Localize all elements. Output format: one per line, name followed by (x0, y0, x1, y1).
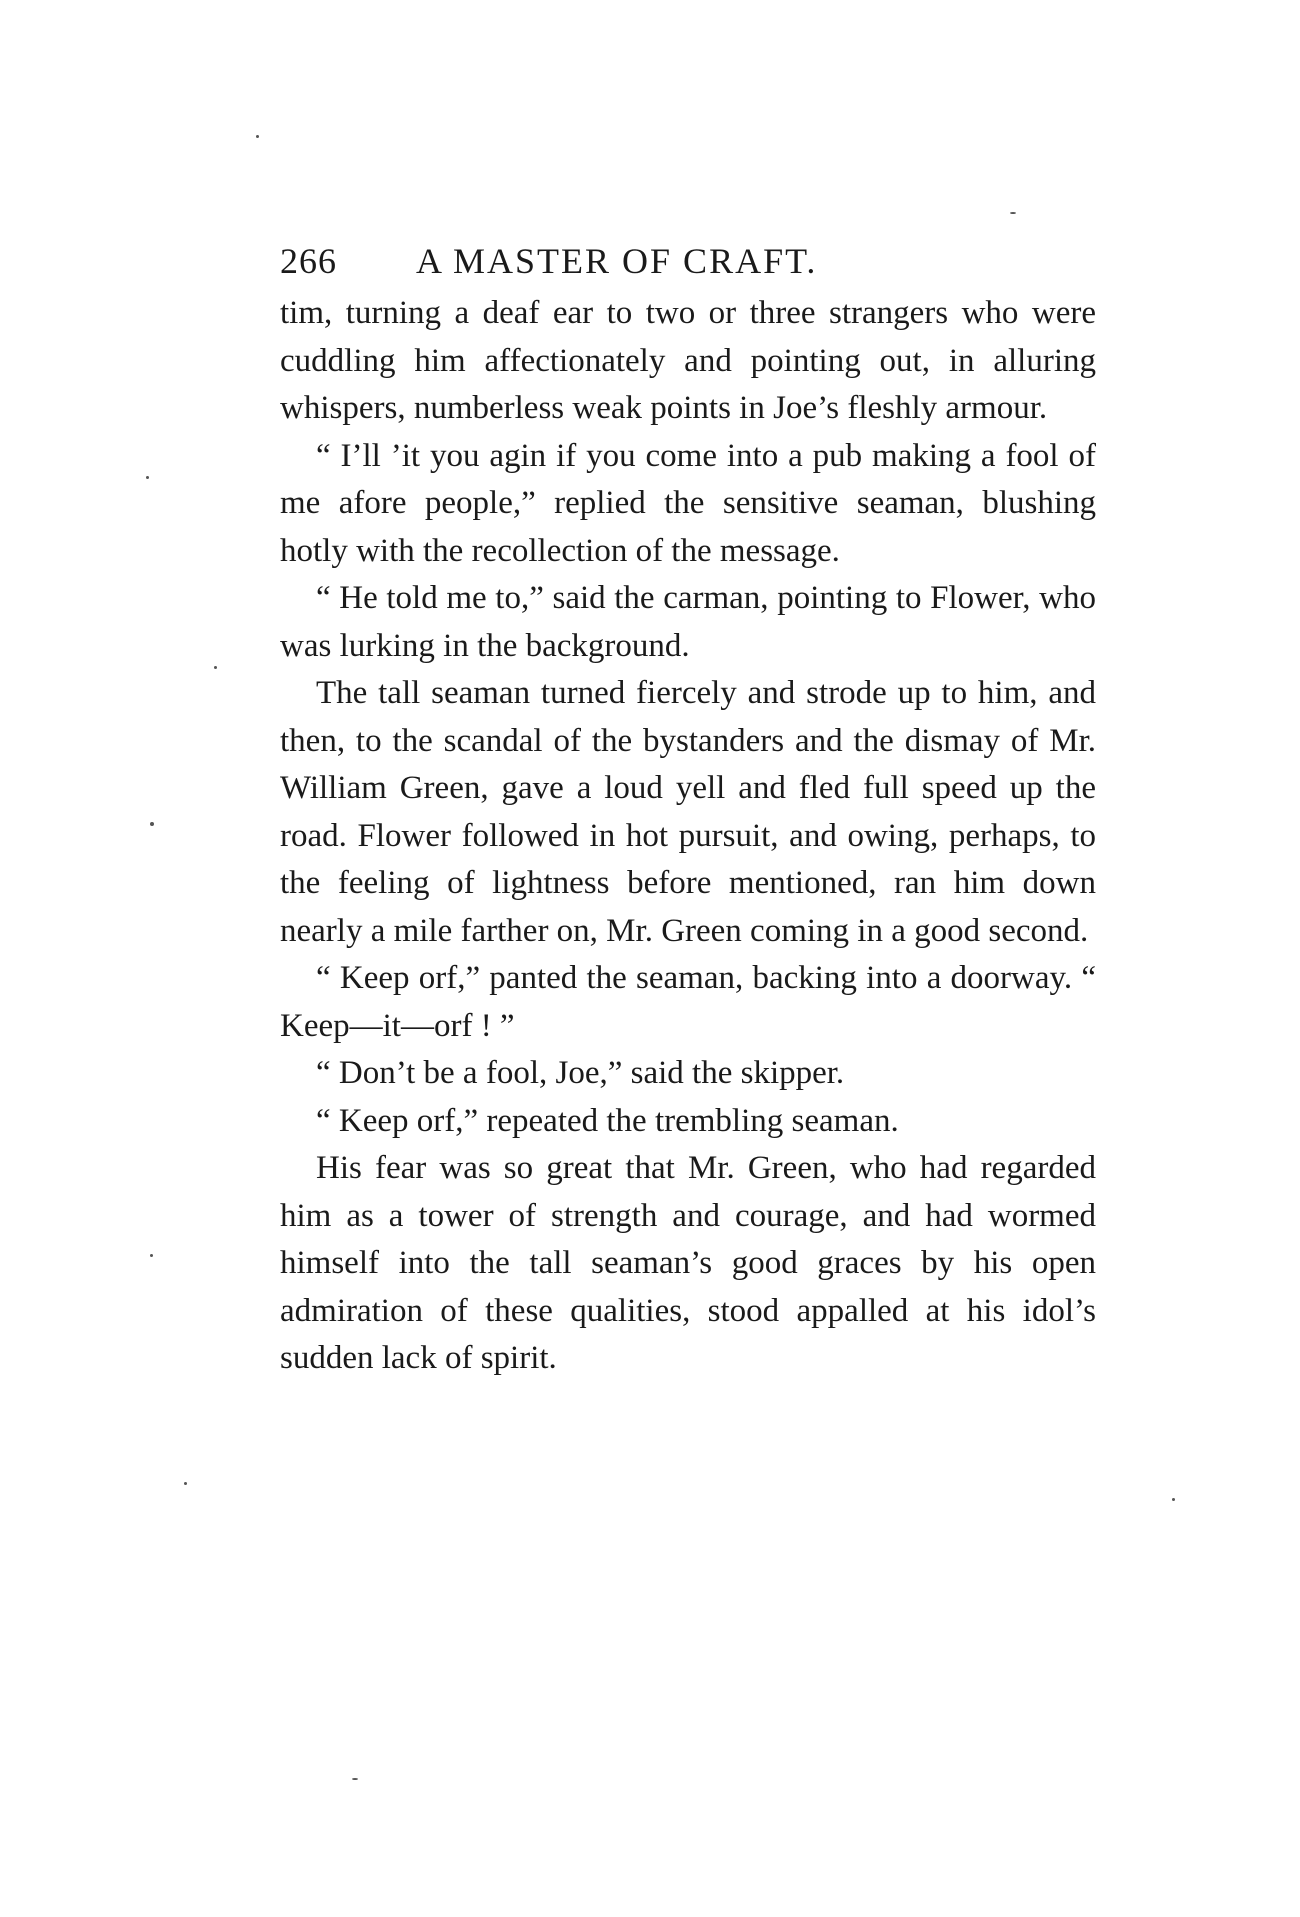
paragraph-1: tim, turning a deaf ear to two or three strangers who were cuddling him affectionately and pointing out, in alluring whispers, numberless weak points in Joe’s fleshly armour. (280, 295, 1096, 426)
scan-speck (352, 1778, 358, 1780)
page-number: 266 (280, 241, 337, 281)
paragraph-7: “ Keep orf,” repeated the trembling seaman. (316, 1102, 899, 1139)
paragraph-2: “ I’ll ’it you agin if you come into a pub making a fool of me afore people,” replied the sensitive seaman, blushing hotly with the recollection of the message. (280, 437, 1096, 569)
scan-speck (150, 822, 154, 826)
scan-speck (1010, 212, 1016, 214)
scan-speck (1172, 1498, 1175, 1501)
body-text (280, 290, 1096, 1383)
paragraph-3: “ He told me to,” said the carman, pointing to Flower, who was lurking in the background. (280, 580, 1096, 664)
book-page (280, 232, 1096, 1383)
paragraph-4: The tall seaman turned fiercely and strode up to him, and then, to the scandal of the bystanders and the dismay of Mr. William Green, gave a loud yell and fled full speed up the road. Flower followed in hot pursuit, and owing, perhaps, to the feeling of lightness before mentioned, ran him down nearly a mile farther on, Mr. Green coming in a good second. (280, 675, 1096, 949)
scan-speck (256, 135, 259, 138)
scan-speck (184, 1482, 187, 1485)
scan-speck (150, 1254, 153, 1257)
scan-speck (146, 476, 149, 479)
scan-speck (214, 666, 217, 669)
running-head (280, 232, 1096, 290)
paragraph-6: “ Don’t be a fool, Joe,” said the skipper. (316, 1055, 845, 1091)
paragraph-5: “ Keep orf,” panted the seaman, backing into a doorway. “ Keep—it—orf ! ” (280, 960, 1096, 1044)
running-title: A MASTER OF CRAFT. (416, 241, 818, 281)
paragraph-8: His fear was so great that Mr. Green, who had regarded him as a tower of strength and courage, and had wormed himself into the tall seaman’s good graces by his open admiration of these qualities, stood appalled at his idol’s sudden lack of spirit. (280, 1150, 1096, 1376)
